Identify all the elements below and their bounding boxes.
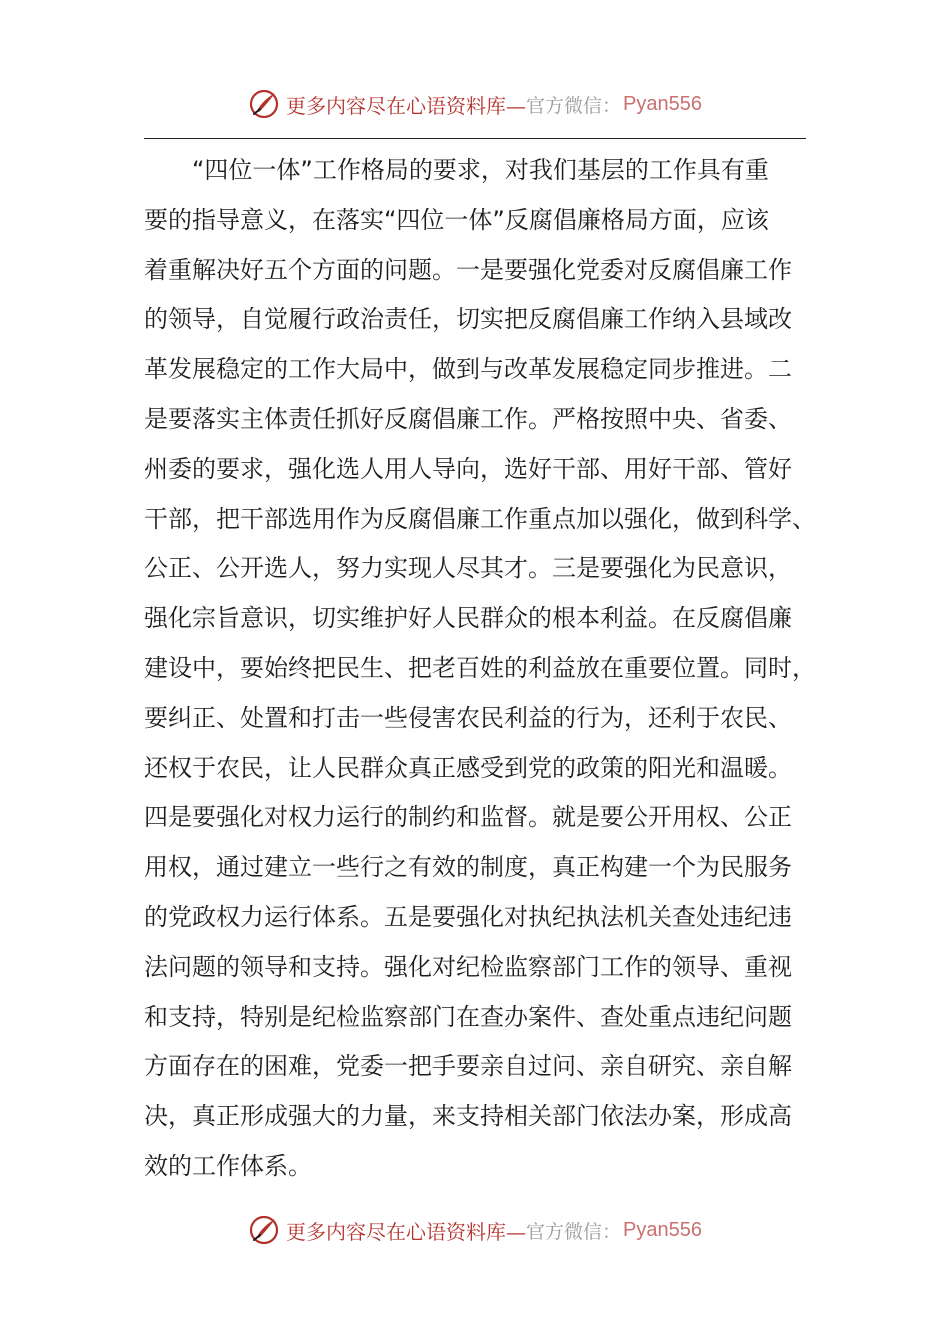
body-line: “四位一体”工作格局的要求，对我们基层的工作具有重 (192, 156, 769, 184)
body-line: 决，真正形成强大的力量，来支持相关部门依法办案，形成高 (144, 1102, 792, 1131)
body-line: 公正、公开选人，努力实现人尽其才。三是要强化为民意识， (144, 554, 792, 583)
body-line: 要纠正、处置和打击一些侵害农民利益的行为，还利于农民、 (144, 703, 792, 732)
body-line: 革发展稳定的工作大局中，做到与改革发展稳定同步推进。二 (144, 355, 792, 384)
body-line: 的领导，自觉履行政治责任，切实把反腐倡廉工作纳入县域改 (144, 305, 792, 334)
footer-wechat-label: 官方微信： (526, 1220, 622, 1243)
body-line: 用权，通过建立一些行之有效的制度，真正构建一个为民服务 (144, 853, 792, 882)
header-wechat-id: Pyan556 (623, 92, 702, 115)
footer-wechat-id: Pyan556 (623, 1218, 702, 1241)
footer-promo-text: 更多内容尽在心语资料库— (286, 1219, 526, 1244)
body-line: 强化宗旨意识，切实维护好人民群众的根本利益。在反腐倡廉 (144, 604, 792, 633)
body-line: 方面存在的困难，党委一把手要亲自过问、亲自研究、亲自解 (144, 1052, 792, 1081)
body-line: 是要落实主体责任抓好反腐倡廉工作。严格按照中央、省委、 (144, 404, 792, 433)
document-body (144, 146, 816, 1192)
footer-banner (0, 1210, 950, 1250)
quill-seal-icon (248, 88, 280, 120)
body-line: 建设中，要始终把民生、把老百姓的利益放在重要位置。同时， (144, 653, 816, 682)
header-wechat-label: 官方微信： (526, 94, 622, 117)
body-line: 要的指导意义，在落实“四位一体”反腐倡廉格局方面，应该 (144, 205, 769, 234)
header-promo-text: 更多内容尽在心语资料库— (286, 93, 526, 118)
header-banner (0, 84, 950, 124)
header-divider (144, 138, 806, 139)
quill-seal-icon (248, 1214, 280, 1246)
body-line: 州委的要求，强化选人用人导向，选好干部、用好干部、管好 (144, 454, 792, 483)
body-line: 还权于农民，让人民群众真正感受到党的政策的阳光和温暖。 (144, 753, 792, 782)
body-line: 的党政权力运行体系。五是要强化对执纪执法机关查处违纪违 (144, 902, 792, 931)
body-line: 干部，把干部选用作为反腐倡廉工作重点加以强化，做到科学、 (144, 504, 816, 533)
body-line: 着重解决好五个方面的问题。一是要强化党委对反腐倡廉工作 (144, 255, 792, 284)
body-line: 法问题的领导和支持。强化对纪检监察部门工作的领导、重视 (144, 952, 792, 981)
body-line: 和支持，特别是纪检监察部门在查办案件、查处重点违纪问题 (144, 1002, 792, 1031)
body-line: 四是要强化对权力运行的制约和监督。就是要公开用权、公正 (144, 803, 792, 832)
body-line: 效的工作体系。 (144, 1151, 312, 1180)
